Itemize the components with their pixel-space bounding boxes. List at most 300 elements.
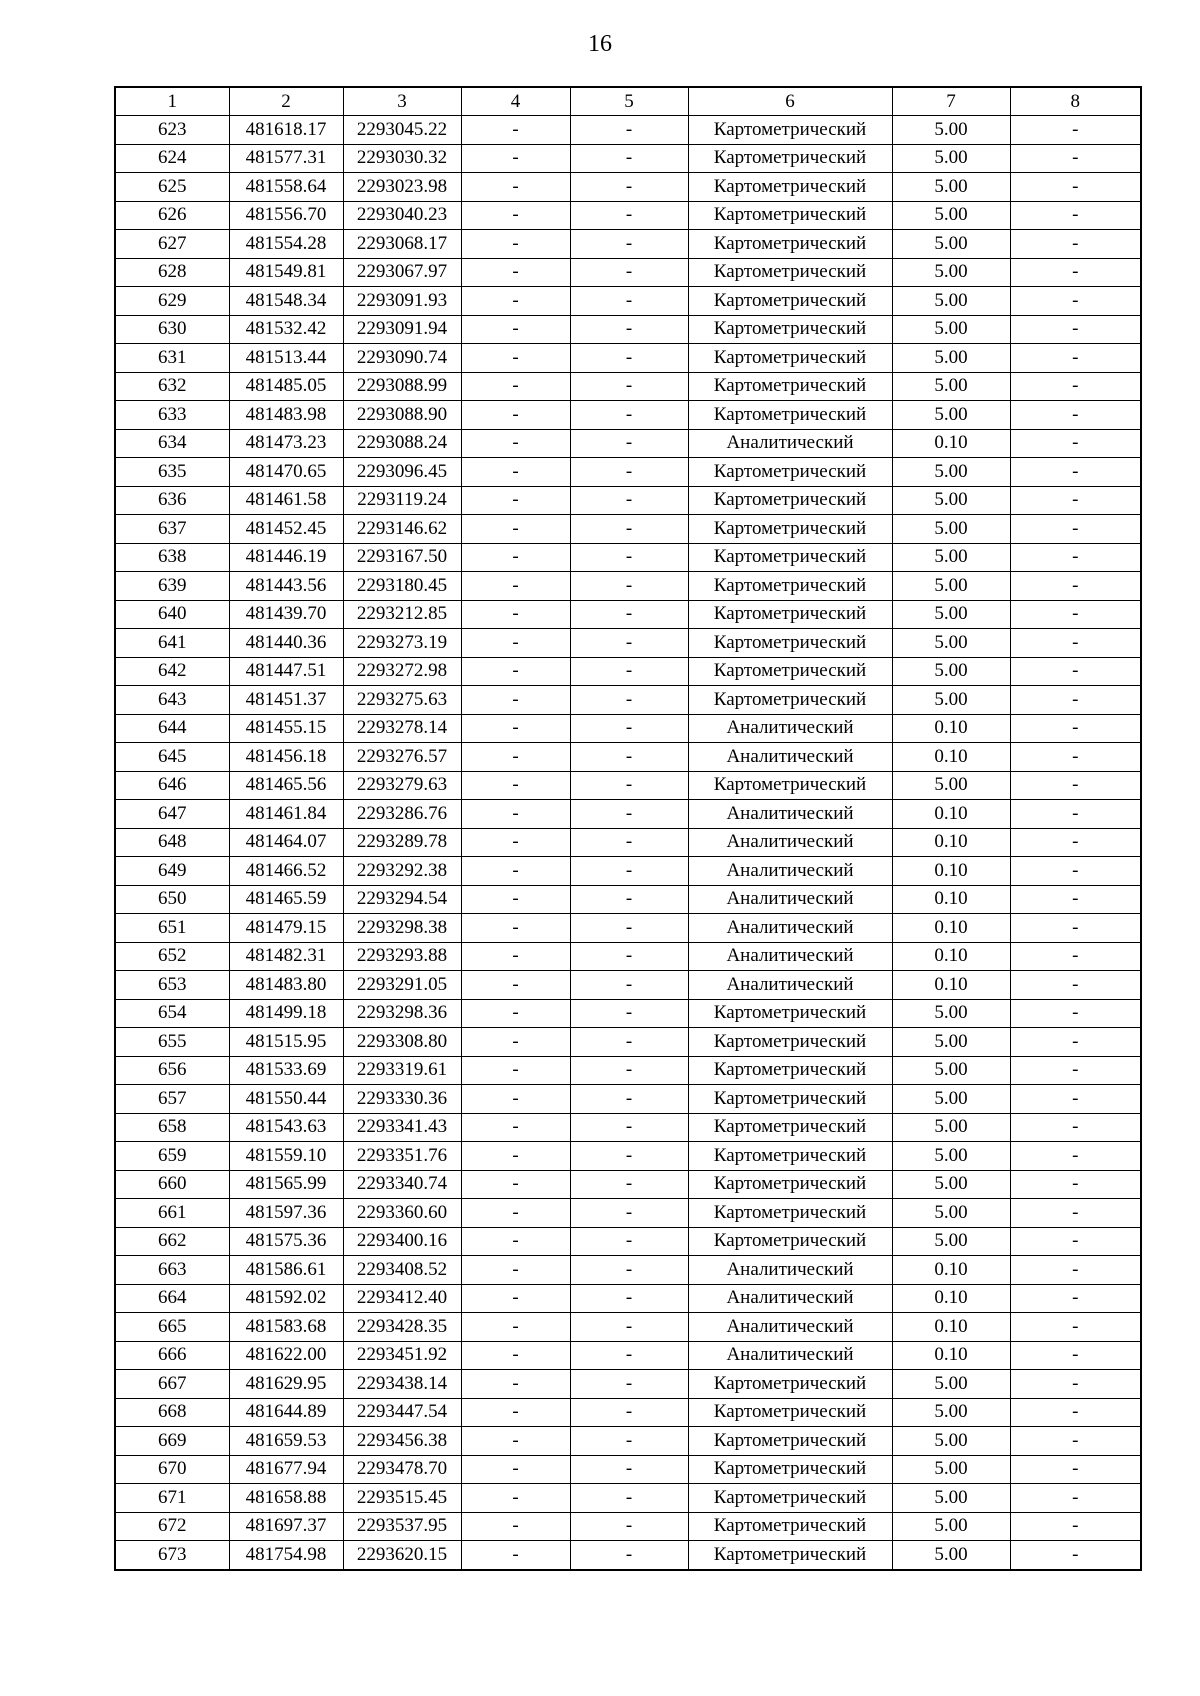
column-5-cell: - bbox=[570, 1427, 688, 1456]
column-8-cell: - bbox=[1010, 1256, 1141, 1285]
method-cell: Картометрический bbox=[688, 1427, 892, 1456]
method-cell: Картометрический bbox=[688, 600, 892, 629]
column-4-cell: - bbox=[461, 629, 570, 658]
table-row bbox=[115, 458, 1141, 487]
point-number-cell: 663 bbox=[115, 1256, 229, 1285]
column-4-cell: - bbox=[461, 857, 570, 886]
column-8-cell: - bbox=[1010, 657, 1141, 686]
column-8-cell: - bbox=[1010, 1455, 1141, 1484]
column-4-cell: - bbox=[461, 1455, 570, 1484]
column-8-cell: - bbox=[1010, 116, 1141, 145]
accuracy-cell: 5.00 bbox=[892, 999, 1010, 1028]
method-cell: Картометрический bbox=[688, 1113, 892, 1142]
column-4-cell: - bbox=[461, 1028, 570, 1057]
table-row bbox=[115, 173, 1141, 202]
table-row bbox=[115, 315, 1141, 344]
accuracy-cell: 0.10 bbox=[892, 800, 1010, 829]
point-number-cell: 648 bbox=[115, 828, 229, 857]
accuracy-cell: 5.00 bbox=[892, 1170, 1010, 1199]
table-row bbox=[115, 1370, 1141, 1399]
table-row bbox=[115, 1455, 1141, 1484]
y-coordinate-cell: 2293515.45 bbox=[343, 1484, 461, 1513]
x-coordinate-cell: 481583.68 bbox=[229, 1313, 343, 1342]
table-row bbox=[115, 1484, 1141, 1513]
column-8-cell: - bbox=[1010, 771, 1141, 800]
column-4-cell: - bbox=[461, 372, 570, 401]
point-number-cell: 673 bbox=[115, 1541, 229, 1570]
method-cell: Картометрический bbox=[688, 230, 892, 259]
column-4-cell: - bbox=[461, 315, 570, 344]
x-coordinate-cell: 481479.15 bbox=[229, 914, 343, 943]
table-row bbox=[115, 1541, 1141, 1570]
column-5-cell: - bbox=[570, 629, 688, 658]
x-coordinate-cell: 481440.36 bbox=[229, 629, 343, 658]
column-4-cell: - bbox=[461, 914, 570, 943]
point-number-cell: 633 bbox=[115, 401, 229, 430]
table-row bbox=[115, 201, 1141, 230]
table-row bbox=[115, 515, 1141, 544]
column-5-cell: - bbox=[570, 600, 688, 629]
column-5-cell: - bbox=[570, 1484, 688, 1513]
method-cell: Картометрический bbox=[688, 686, 892, 715]
point-number-cell: 630 bbox=[115, 315, 229, 344]
column-8-cell: - bbox=[1010, 1427, 1141, 1456]
accuracy-cell: 5.00 bbox=[892, 201, 1010, 230]
x-coordinate-cell: 481554.28 bbox=[229, 230, 343, 259]
column-5-cell: - bbox=[570, 771, 688, 800]
column-8-cell: - bbox=[1010, 857, 1141, 886]
table-row bbox=[115, 1028, 1141, 1057]
column-5-cell: - bbox=[570, 1199, 688, 1228]
accuracy-cell: 0.10 bbox=[892, 714, 1010, 743]
column-5-cell: - bbox=[570, 1313, 688, 1342]
table-row bbox=[115, 885, 1141, 914]
column-5-cell: - bbox=[570, 1512, 688, 1541]
x-coordinate-cell: 481622.00 bbox=[229, 1341, 343, 1370]
column-header-8: 8 bbox=[1010, 87, 1141, 116]
table-row bbox=[115, 543, 1141, 572]
column-4-cell: - bbox=[461, 1056, 570, 1085]
accuracy-cell: 5.00 bbox=[892, 1427, 1010, 1456]
x-coordinate-cell: 481451.37 bbox=[229, 686, 343, 715]
method-cell: Картометрический bbox=[688, 657, 892, 686]
page-number: 16 bbox=[588, 31, 612, 57]
point-number-cell: 668 bbox=[115, 1398, 229, 1427]
column-5-cell: - bbox=[570, 1455, 688, 1484]
accuracy-cell: 5.00 bbox=[892, 230, 1010, 259]
table-row bbox=[115, 600, 1141, 629]
column-5-cell: - bbox=[570, 287, 688, 316]
method-cell: Картометрический bbox=[688, 999, 892, 1028]
column-5-cell: - bbox=[570, 885, 688, 914]
column-5-cell: - bbox=[570, 686, 688, 715]
column-4-cell: - bbox=[461, 230, 570, 259]
method-cell: Аналитический bbox=[688, 743, 892, 772]
method-cell: Аналитический bbox=[688, 971, 892, 1000]
y-coordinate-cell: 2293292.38 bbox=[343, 857, 461, 886]
accuracy-cell: 5.00 bbox=[892, 458, 1010, 487]
column-header-7: 7 bbox=[892, 87, 1010, 116]
column-4-cell: - bbox=[461, 1170, 570, 1199]
x-coordinate-cell: 481465.59 bbox=[229, 885, 343, 914]
x-coordinate-cell: 481629.95 bbox=[229, 1370, 343, 1399]
method-cell: Картометрический bbox=[688, 1455, 892, 1484]
table-row bbox=[115, 572, 1141, 601]
column-4-cell: - bbox=[461, 1484, 570, 1513]
accuracy-cell: 0.10 bbox=[892, 971, 1010, 1000]
point-number-cell: 662 bbox=[115, 1227, 229, 1256]
x-coordinate-cell: 481465.56 bbox=[229, 771, 343, 800]
y-coordinate-cell: 2293408.52 bbox=[343, 1256, 461, 1285]
column-5-cell: - bbox=[570, 344, 688, 373]
method-cell: Картометрический bbox=[688, 173, 892, 202]
column-5-cell: - bbox=[570, 800, 688, 829]
point-number-cell: 637 bbox=[115, 515, 229, 544]
accuracy-cell: 5.00 bbox=[892, 600, 1010, 629]
coordinates-table bbox=[114, 86, 1142, 1571]
table-row bbox=[115, 1113, 1141, 1142]
table-row bbox=[115, 144, 1141, 173]
point-number-cell: 639 bbox=[115, 572, 229, 601]
y-coordinate-cell: 2293360.60 bbox=[343, 1199, 461, 1228]
method-cell: Картометрический bbox=[688, 1227, 892, 1256]
accuracy-cell: 5.00 bbox=[892, 486, 1010, 515]
column-5-cell: - bbox=[570, 1370, 688, 1399]
y-coordinate-cell: 2293045.22 bbox=[343, 116, 461, 145]
x-coordinate-cell: 481482.31 bbox=[229, 942, 343, 971]
y-coordinate-cell: 2293351.76 bbox=[343, 1142, 461, 1171]
column-5-cell: - bbox=[570, 1341, 688, 1370]
column-4-cell: - bbox=[461, 543, 570, 572]
method-cell: Картометрический bbox=[688, 1028, 892, 1057]
method-cell: Картометрический bbox=[688, 1484, 892, 1513]
y-coordinate-cell: 2293023.98 bbox=[343, 173, 461, 202]
x-coordinate-cell: 481577.31 bbox=[229, 144, 343, 173]
table-row bbox=[115, 686, 1141, 715]
accuracy-cell: 5.00 bbox=[892, 1455, 1010, 1484]
column-8-cell: - bbox=[1010, 458, 1141, 487]
accuracy-cell: 5.00 bbox=[892, 372, 1010, 401]
column-4-cell: - bbox=[461, 1398, 570, 1427]
y-coordinate-cell: 2293273.19 bbox=[343, 629, 461, 658]
point-number-cell: 664 bbox=[115, 1284, 229, 1313]
column-4-cell: - bbox=[461, 1284, 570, 1313]
x-coordinate-cell: 481446.19 bbox=[229, 543, 343, 572]
table-row bbox=[115, 230, 1141, 259]
y-coordinate-cell: 2293180.45 bbox=[343, 572, 461, 601]
column-5-cell: - bbox=[570, 657, 688, 686]
column-8-cell: - bbox=[1010, 543, 1141, 572]
column-8-cell: - bbox=[1010, 572, 1141, 601]
accuracy-cell: 5.00 bbox=[892, 1512, 1010, 1541]
point-number-cell: 643 bbox=[115, 686, 229, 715]
y-coordinate-cell: 2293088.99 bbox=[343, 372, 461, 401]
column-header-6: 6 bbox=[688, 87, 892, 116]
y-coordinate-cell: 2293400.16 bbox=[343, 1227, 461, 1256]
column-8-cell: - bbox=[1010, 515, 1141, 544]
point-number-cell: 655 bbox=[115, 1028, 229, 1057]
column-5-cell: - bbox=[570, 486, 688, 515]
column-8-cell: - bbox=[1010, 1199, 1141, 1228]
accuracy-cell: 5.00 bbox=[892, 344, 1010, 373]
column-8-cell: - bbox=[1010, 629, 1141, 658]
column-8-cell: - bbox=[1010, 344, 1141, 373]
y-coordinate-cell: 2293412.40 bbox=[343, 1284, 461, 1313]
column-4-cell: - bbox=[461, 572, 570, 601]
table-row bbox=[115, 287, 1141, 316]
y-coordinate-cell: 2293341.43 bbox=[343, 1113, 461, 1142]
column-8-cell: - bbox=[1010, 429, 1141, 458]
method-cell: Аналитический bbox=[688, 885, 892, 914]
method-cell: Аналитический bbox=[688, 942, 892, 971]
column-5-cell: - bbox=[570, 971, 688, 1000]
accuracy-cell: 0.10 bbox=[892, 743, 1010, 772]
method-cell: Картометрический bbox=[688, 201, 892, 230]
point-number-cell: 646 bbox=[115, 771, 229, 800]
column-4-cell: - bbox=[461, 458, 570, 487]
accuracy-cell: 5.00 bbox=[892, 1398, 1010, 1427]
accuracy-cell: 0.10 bbox=[892, 885, 1010, 914]
column-8-cell: - bbox=[1010, 1512, 1141, 1541]
column-4-cell: - bbox=[461, 1085, 570, 1114]
column-4-cell: - bbox=[461, 201, 570, 230]
column-5-cell: - bbox=[570, 1541, 688, 1570]
y-coordinate-cell: 2293275.63 bbox=[343, 686, 461, 715]
column-5-cell: - bbox=[570, 942, 688, 971]
column-8-cell: - bbox=[1010, 1313, 1141, 1342]
accuracy-cell: 5.00 bbox=[892, 1142, 1010, 1171]
point-number-cell: 624 bbox=[115, 144, 229, 173]
accuracy-cell: 5.00 bbox=[892, 1113, 1010, 1142]
point-number-cell: 647 bbox=[115, 800, 229, 829]
accuracy-cell: 5.00 bbox=[892, 144, 1010, 173]
column-5-cell: - bbox=[570, 714, 688, 743]
column-8-cell: - bbox=[1010, 686, 1141, 715]
column-5-cell: - bbox=[570, 1028, 688, 1057]
column-5-cell: - bbox=[570, 1113, 688, 1142]
point-number-cell: 635 bbox=[115, 458, 229, 487]
accuracy-cell: 5.00 bbox=[892, 515, 1010, 544]
accuracy-cell: 5.00 bbox=[892, 1028, 1010, 1057]
accuracy-cell: 5.00 bbox=[892, 1085, 1010, 1114]
column-8-cell: - bbox=[1010, 942, 1141, 971]
x-coordinate-cell: 481456.18 bbox=[229, 743, 343, 772]
column-5-cell: - bbox=[570, 315, 688, 344]
column-8-cell: - bbox=[1010, 971, 1141, 1000]
x-coordinate-cell: 481485.05 bbox=[229, 372, 343, 401]
column-5-cell: - bbox=[570, 1142, 688, 1171]
y-coordinate-cell: 2293478.70 bbox=[343, 1455, 461, 1484]
column-4-cell: - bbox=[461, 344, 570, 373]
point-number-cell: 638 bbox=[115, 543, 229, 572]
point-number-cell: 645 bbox=[115, 743, 229, 772]
table-row bbox=[115, 344, 1141, 373]
x-coordinate-cell: 481455.15 bbox=[229, 714, 343, 743]
y-coordinate-cell: 2293091.93 bbox=[343, 287, 461, 316]
column-8-cell: - bbox=[1010, 1113, 1141, 1142]
column-8-cell: - bbox=[1010, 1170, 1141, 1199]
accuracy-cell: 5.00 bbox=[892, 258, 1010, 287]
column-header-5: 5 bbox=[570, 87, 688, 116]
column-4-cell: - bbox=[461, 971, 570, 1000]
column-5-cell: - bbox=[570, 458, 688, 487]
column-4-cell: - bbox=[461, 657, 570, 686]
method-cell: Картометрический bbox=[688, 1085, 892, 1114]
column-8-cell: - bbox=[1010, 743, 1141, 772]
x-coordinate-cell: 481461.58 bbox=[229, 486, 343, 515]
x-coordinate-cell: 481586.61 bbox=[229, 1256, 343, 1285]
column-8-cell: - bbox=[1010, 1142, 1141, 1171]
column-4-cell: - bbox=[461, 800, 570, 829]
column-4-cell: - bbox=[461, 1199, 570, 1228]
method-cell: Картометрический bbox=[688, 1142, 892, 1171]
column-8-cell: - bbox=[1010, 914, 1141, 943]
column-header-4: 4 bbox=[461, 87, 570, 116]
accuracy-cell: 5.00 bbox=[892, 686, 1010, 715]
column-4-cell: - bbox=[461, 999, 570, 1028]
point-number-cell: 669 bbox=[115, 1427, 229, 1456]
method-cell: Картометрический bbox=[688, 1512, 892, 1541]
method-cell: Картометрический bbox=[688, 1398, 892, 1427]
point-number-cell: 670 bbox=[115, 1455, 229, 1484]
point-number-cell: 665 bbox=[115, 1313, 229, 1342]
column-5-cell: - bbox=[570, 914, 688, 943]
y-coordinate-cell: 2293291.05 bbox=[343, 971, 461, 1000]
x-coordinate-cell: 481592.02 bbox=[229, 1284, 343, 1313]
x-coordinate-cell: 481443.56 bbox=[229, 572, 343, 601]
method-cell: Картометрический bbox=[688, 1541, 892, 1570]
point-number-cell: 658 bbox=[115, 1113, 229, 1142]
column-5-cell: - bbox=[570, 258, 688, 287]
column-5-cell: - bbox=[570, 515, 688, 544]
column-8-cell: - bbox=[1010, 800, 1141, 829]
y-coordinate-cell: 2293308.80 bbox=[343, 1028, 461, 1057]
column-5-cell: - bbox=[570, 1085, 688, 1114]
column-8-cell: - bbox=[1010, 1484, 1141, 1513]
column-5-cell: - bbox=[570, 173, 688, 202]
table-row bbox=[115, 743, 1141, 772]
point-number-cell: 649 bbox=[115, 857, 229, 886]
accuracy-cell: 5.00 bbox=[892, 287, 1010, 316]
x-coordinate-cell: 481464.07 bbox=[229, 828, 343, 857]
table-row bbox=[115, 429, 1141, 458]
x-coordinate-cell: 481658.88 bbox=[229, 1484, 343, 1513]
table-body bbox=[115, 116, 1141, 1570]
y-coordinate-cell: 2293319.61 bbox=[343, 1056, 461, 1085]
point-number-cell: 641 bbox=[115, 629, 229, 658]
y-coordinate-cell: 2293088.24 bbox=[343, 429, 461, 458]
table-row bbox=[115, 1256, 1141, 1285]
point-number-cell: 634 bbox=[115, 429, 229, 458]
column-8-cell: - bbox=[1010, 1227, 1141, 1256]
column-4-cell: - bbox=[461, 885, 570, 914]
x-coordinate-cell: 481659.53 bbox=[229, 1427, 343, 1456]
column-4-cell: - bbox=[461, 515, 570, 544]
y-coordinate-cell: 2293298.36 bbox=[343, 999, 461, 1028]
method-cell: Картометрический bbox=[688, 372, 892, 401]
y-coordinate-cell: 2293068.17 bbox=[343, 230, 461, 259]
accuracy-cell: 5.00 bbox=[892, 1199, 1010, 1228]
column-5-cell: - bbox=[570, 543, 688, 572]
method-cell: Картометрический bbox=[688, 629, 892, 658]
accuracy-cell: 5.00 bbox=[892, 1227, 1010, 1256]
table-row bbox=[115, 1341, 1141, 1370]
method-cell: Аналитический bbox=[688, 828, 892, 857]
column-5-cell: - bbox=[570, 1170, 688, 1199]
point-number-cell: 652 bbox=[115, 942, 229, 971]
y-coordinate-cell: 2293438.14 bbox=[343, 1370, 461, 1399]
method-cell: Картометрический bbox=[688, 515, 892, 544]
point-number-cell: 632 bbox=[115, 372, 229, 401]
accuracy-cell: 5.00 bbox=[892, 1484, 1010, 1513]
table-row bbox=[115, 1427, 1141, 1456]
point-number-cell: 625 bbox=[115, 173, 229, 202]
accuracy-cell: 5.00 bbox=[892, 629, 1010, 658]
x-coordinate-cell: 481549.81 bbox=[229, 258, 343, 287]
accuracy-cell: 0.10 bbox=[892, 914, 1010, 943]
column-4-cell: - bbox=[461, 1541, 570, 1570]
method-cell: Картометрический bbox=[688, 116, 892, 145]
column-8-cell: - bbox=[1010, 1085, 1141, 1114]
column-5-cell: - bbox=[570, 144, 688, 173]
y-coordinate-cell: 2293167.50 bbox=[343, 543, 461, 572]
column-header-2: 2 bbox=[229, 87, 343, 116]
y-coordinate-cell: 2293088.90 bbox=[343, 401, 461, 430]
column-5-cell: - bbox=[570, 116, 688, 145]
y-coordinate-cell: 2293090.74 bbox=[343, 344, 461, 373]
column-5-cell: - bbox=[570, 857, 688, 886]
column-5-cell: - bbox=[570, 1227, 688, 1256]
column-4-cell: - bbox=[461, 401, 570, 430]
y-coordinate-cell: 2293119.24 bbox=[343, 486, 461, 515]
column-5-cell: - bbox=[570, 1056, 688, 1085]
x-coordinate-cell: 481559.10 bbox=[229, 1142, 343, 1171]
x-coordinate-cell: 481473.23 bbox=[229, 429, 343, 458]
y-coordinate-cell: 2293620.15 bbox=[343, 1541, 461, 1570]
point-number-cell: 631 bbox=[115, 344, 229, 373]
method-cell: Картометрический bbox=[688, 486, 892, 515]
accuracy-cell: 0.10 bbox=[892, 429, 1010, 458]
y-coordinate-cell: 2293091.94 bbox=[343, 315, 461, 344]
x-coordinate-cell: 481470.65 bbox=[229, 458, 343, 487]
column-8-cell: - bbox=[1010, 372, 1141, 401]
column-5-cell: - bbox=[570, 230, 688, 259]
table-row bbox=[115, 999, 1141, 1028]
column-5-cell: - bbox=[570, 201, 688, 230]
point-number-cell: 636 bbox=[115, 486, 229, 515]
column-4-cell: - bbox=[461, 1227, 570, 1256]
point-number-cell: 629 bbox=[115, 287, 229, 316]
y-coordinate-cell: 2293294.54 bbox=[343, 885, 461, 914]
point-number-cell: 628 bbox=[115, 258, 229, 287]
accuracy-cell: 5.00 bbox=[892, 1541, 1010, 1570]
point-number-cell: 672 bbox=[115, 1512, 229, 1541]
method-cell: Картометрический bbox=[688, 287, 892, 316]
y-coordinate-cell: 2293279.63 bbox=[343, 771, 461, 800]
point-number-cell: 657 bbox=[115, 1085, 229, 1114]
x-coordinate-cell: 481543.63 bbox=[229, 1113, 343, 1142]
column-8-cell: - bbox=[1010, 714, 1141, 743]
accuracy-cell: 5.00 bbox=[892, 173, 1010, 202]
column-8-cell: - bbox=[1010, 1341, 1141, 1370]
y-coordinate-cell: 2293146.62 bbox=[343, 515, 461, 544]
column-4-cell: - bbox=[461, 287, 570, 316]
point-number-cell: 667 bbox=[115, 1370, 229, 1399]
table-row bbox=[115, 857, 1141, 886]
method-cell: Картометрический bbox=[688, 1370, 892, 1399]
y-coordinate-cell: 2293330.36 bbox=[343, 1085, 461, 1114]
column-8-cell: - bbox=[1010, 258, 1141, 287]
